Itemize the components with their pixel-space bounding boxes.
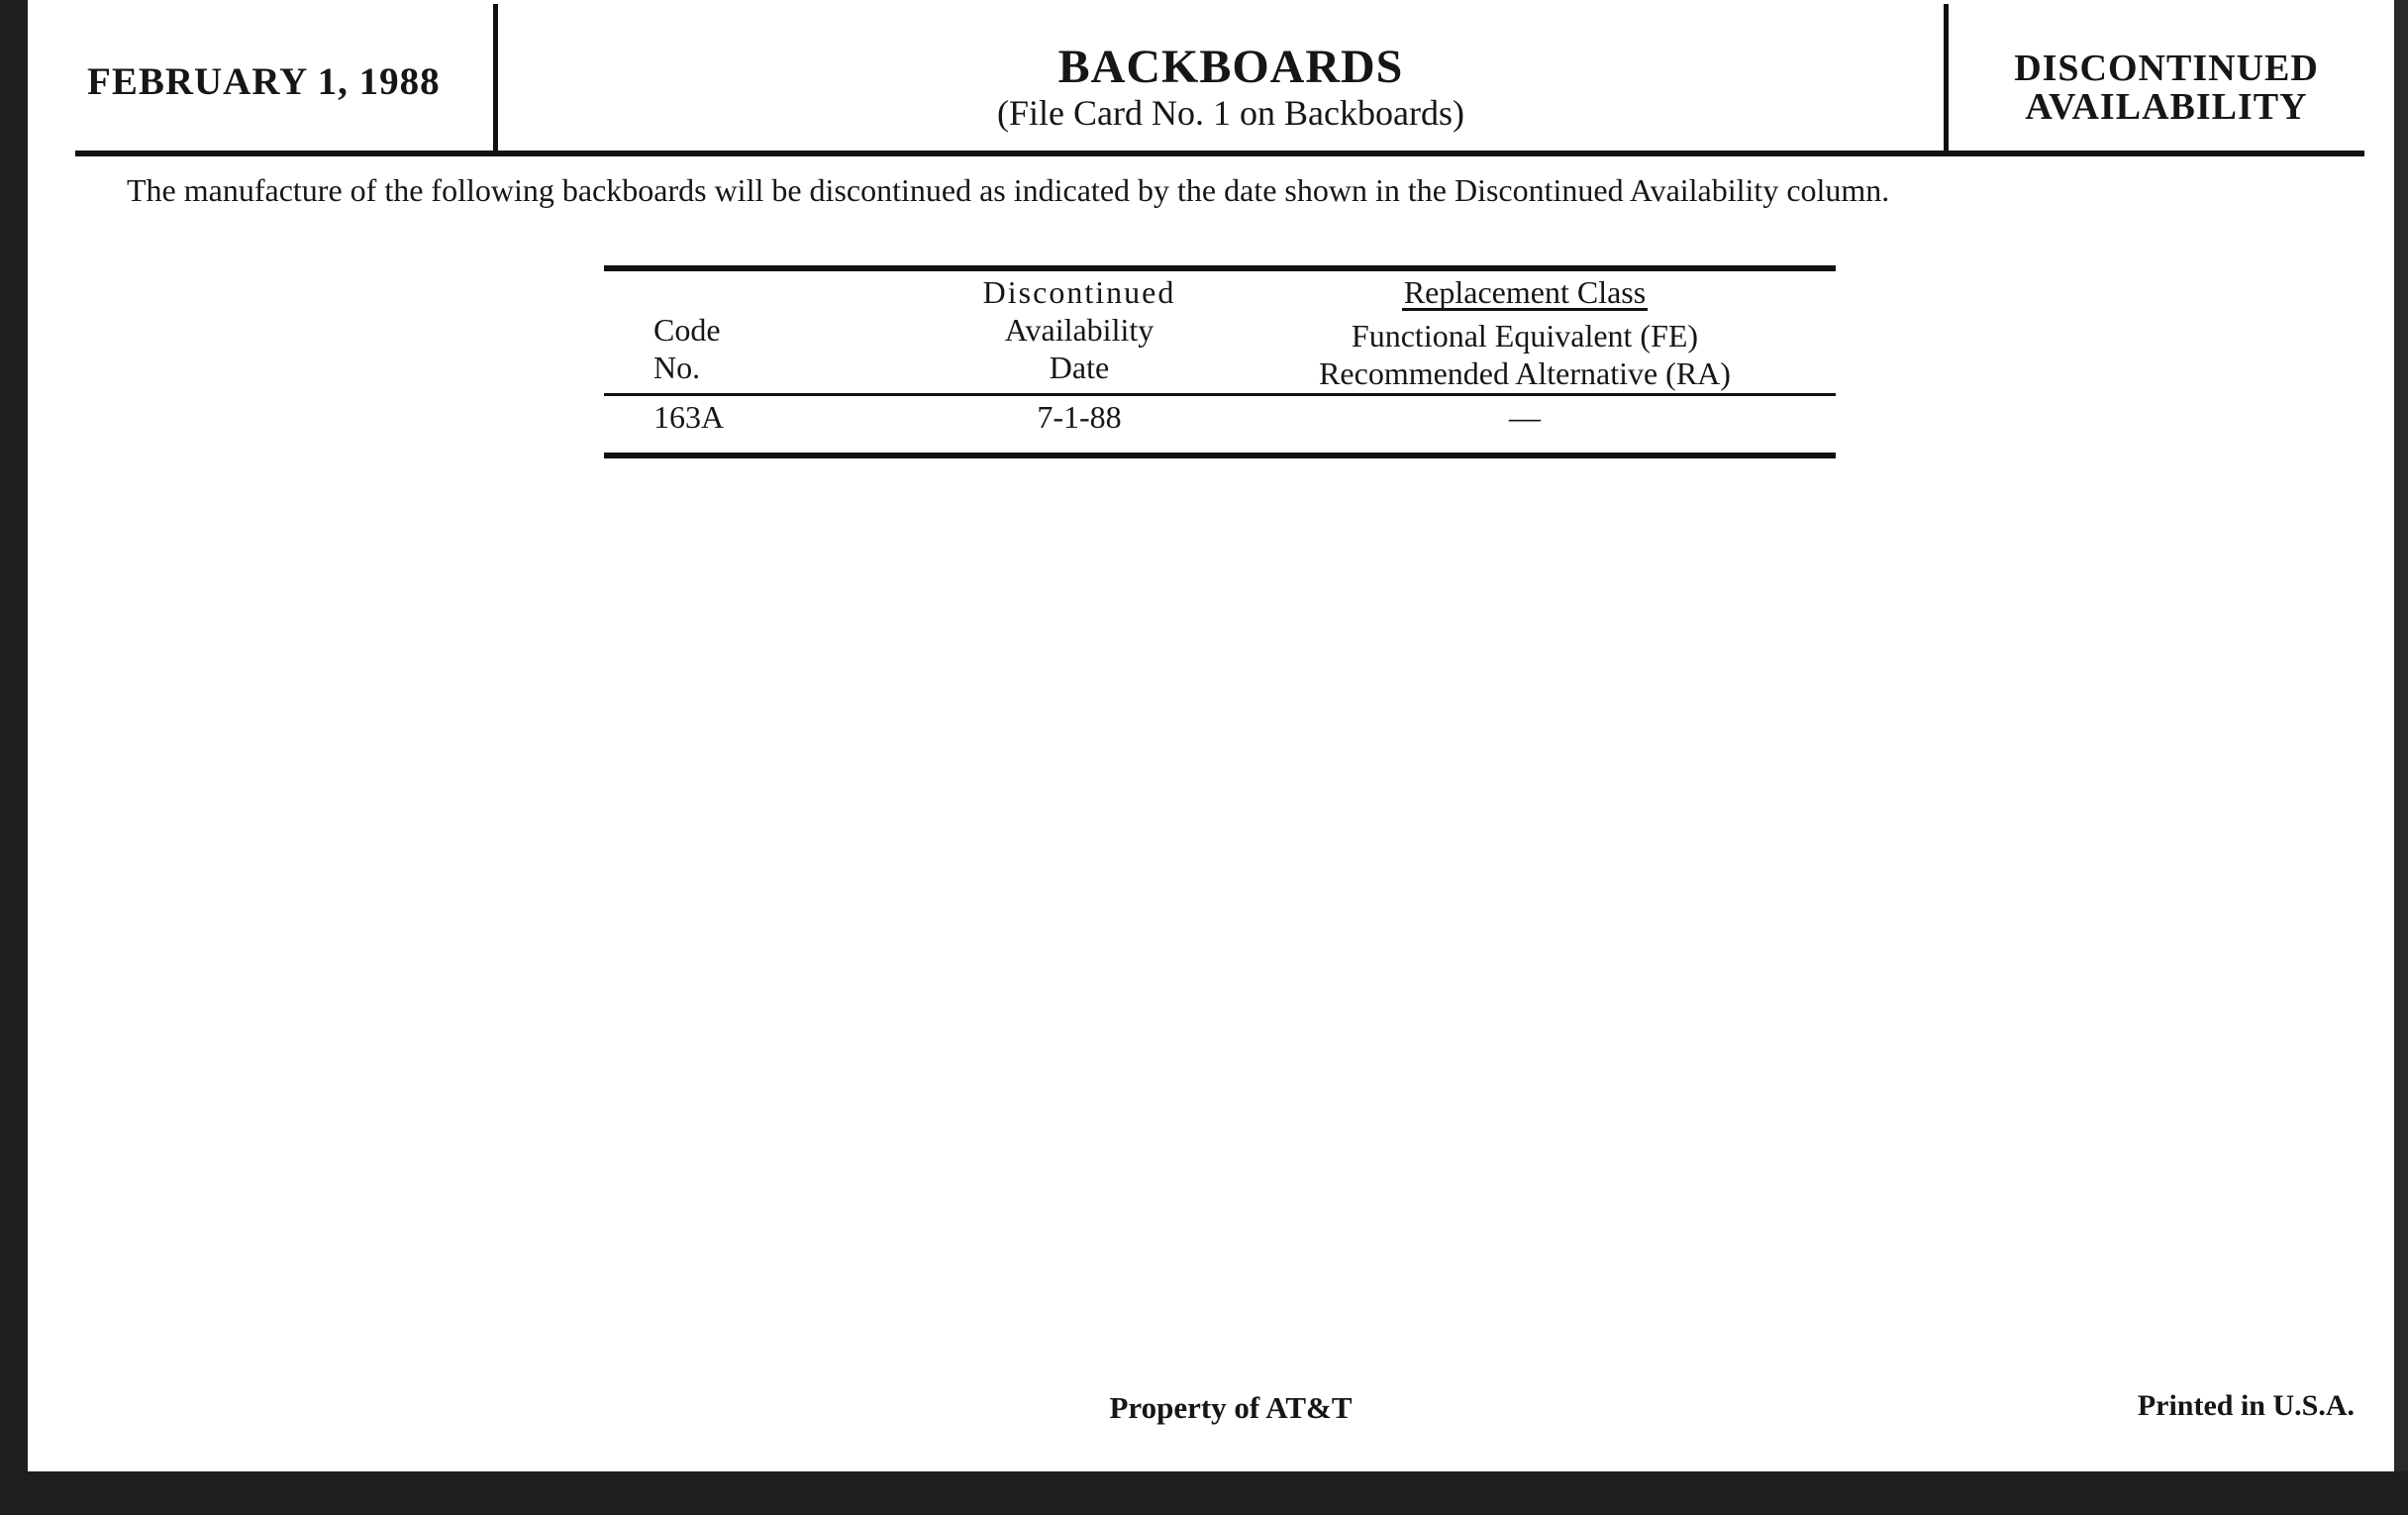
scan-border-bottom [0, 1471, 2408, 1515]
category-line-2: AVAILABILITY [2025, 86, 2308, 128]
table-rule-top [604, 265, 1836, 271]
header-divider-left [493, 4, 498, 154]
header-replacement-class [1257, 273, 1792, 392]
intro-paragraph: The manufacture of the following backboards will be discontinued as indicated by the date shown in the Discontinued Availability column. [127, 172, 1890, 208]
table-cell-replacement: — [1509, 399, 1541, 435]
header-date-line-2: Availability [1004, 312, 1154, 348]
header-divider-right [1944, 4, 1949, 154]
header-title-block [523, 42, 1939, 133]
header-code-no [653, 311, 852, 386]
scan-border-right [2394, 0, 2408, 1515]
scan-border-left [0, 0, 28, 1515]
footer-printed: Printed in U.S.A. [2137, 1389, 2355, 1422]
footer-property: Property of AT&T [1109, 1390, 1353, 1425]
header-rule [75, 151, 2364, 156]
table-rule-header [604, 393, 1836, 396]
file-card [28, 0, 2394, 1471]
page-subtitle: (File Card No. 1 on Backboards) [997, 93, 1464, 133]
header-repl-line-2: Functional Equivalent (FE) [1351, 318, 1699, 354]
header-code-line-2: No. [653, 350, 701, 385]
table-cell-date: 7-1-88 [1037, 399, 1122, 435]
header-repl-line-3: Recommended Alternative (RA) [1319, 355, 1731, 391]
category-label [1958, 50, 2374, 127]
header-date-line-1: Discontinued [982, 274, 1176, 310]
header-code-line-1: Code [653, 312, 721, 348]
header-date-line-3: Date [1049, 350, 1110, 385]
category-line-1: DISCONTINUED [2014, 48, 2319, 89]
table-rule-bottom [604, 453, 1836, 458]
header-repl-line-1: Replacement Class [1403, 274, 1647, 310]
header-discontinued-date [901, 273, 1257, 386]
issue-date: FEBRUARY 1, 1988 [87, 60, 441, 103]
table-cell-code: 163A [653, 399, 725, 435]
page-title: BACKBOARDS [1057, 41, 1404, 93]
